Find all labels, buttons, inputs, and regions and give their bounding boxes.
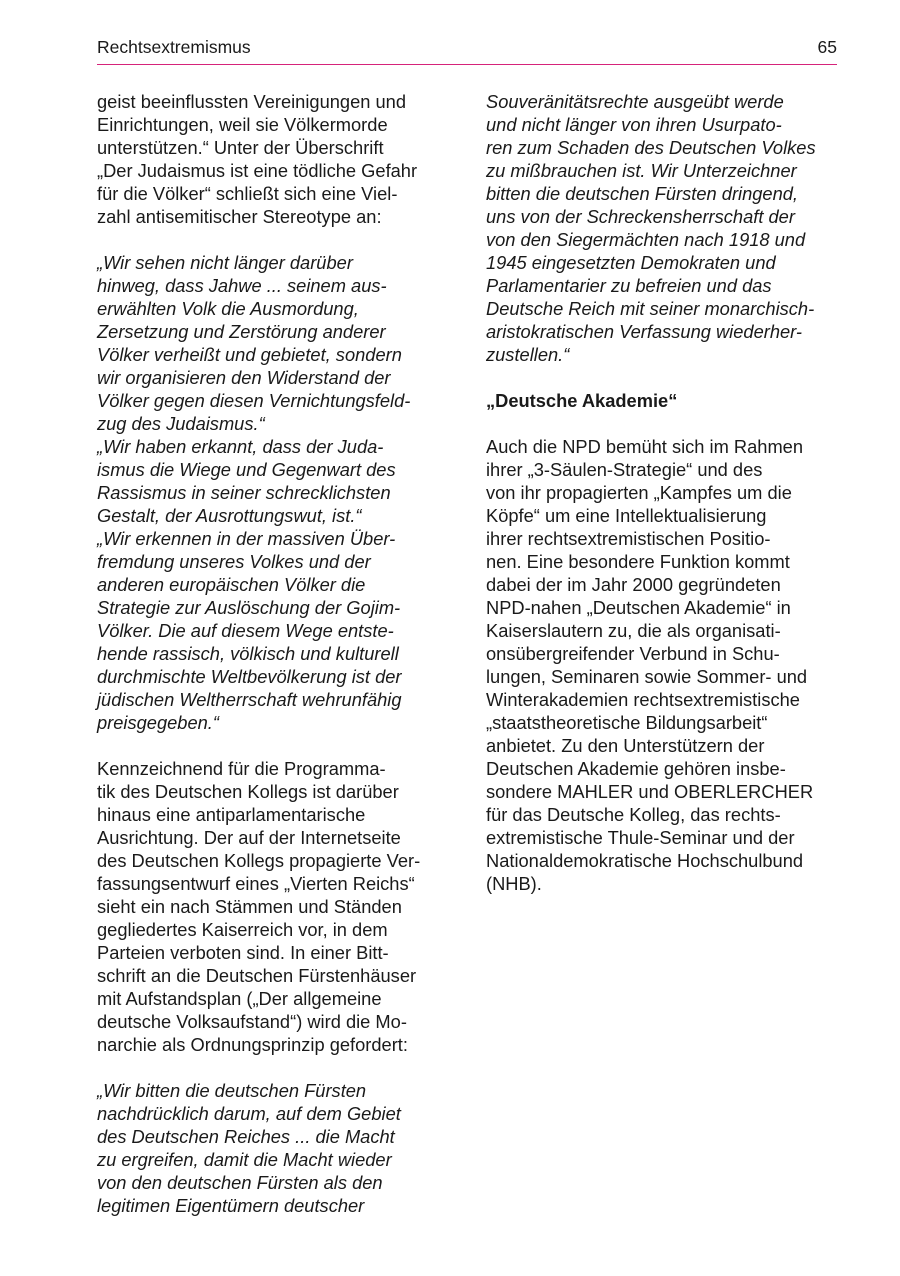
quote-line: durchmischte Weltbevölkerung ist der <box>97 666 402 687</box>
quote-line: „Wir sehen nicht länger darüber <box>97 252 353 273</box>
text-line: sieht ein nach Stämmen und Ständen <box>97 896 402 917</box>
text-line: Köpfe“ um eine Intellektualisierung <box>486 505 767 526</box>
text-line: extremistische Thule-Seminar und der <box>486 827 795 848</box>
text-line: mit Aufstandsplan („Der allgemeine <box>97 988 382 1009</box>
quote-line: ismus die Wiege und Gegenwart des <box>97 459 396 480</box>
quote-line: Souveränitätsrechte ausgeübt werde <box>486 91 784 112</box>
right-column <box>486 90 846 895</box>
quote-line: uns von der Schreckensherrschaft der <box>486 206 795 227</box>
paragraph <box>486 435 846 895</box>
text-line: dabei der im Jahr 2000 gegründeten <box>486 574 781 595</box>
text-line: Winterakademien rechtsextremistische <box>486 689 800 710</box>
quote-line: nachdrücklich darum, auf dem Gebiet <box>97 1103 401 1124</box>
quote-line: Strategie zur Auslöschung der Gojim- <box>97 597 401 618</box>
quote-line: und nicht länger von ihren Usurpato- <box>486 114 782 135</box>
quote-line: bitten die deutschen Fürsten dringend, <box>486 183 799 204</box>
text-line: fassungsentwurf eines „Vierten Reichs“ <box>97 873 415 894</box>
text-line: „Der Judaismus ist eine tödliche Gefahr <box>97 160 418 181</box>
text-line: deutsche Volksaufstand“) wird die Mo- <box>97 1011 407 1032</box>
quote-line: Parlamentarier zu befreien und das <box>486 275 772 296</box>
text-line: sondere MAHLER und OBERLERCHER <box>486 781 814 802</box>
quote-line: Völker. Die auf diesem Wege entste- <box>97 620 394 641</box>
quote-line: zu ergreifen, damit die Macht wieder <box>97 1149 392 1170</box>
text-line: tik des Deutschen Kollegs ist darüber <box>97 781 399 802</box>
quote-line: ren zum Schaden des Deutschen Volkes <box>486 137 816 158</box>
text-line: gegliedertes Kaiserreich vor, in dem <box>97 919 388 940</box>
text-line: Deutschen Akademie gehören insbe- <box>486 758 786 779</box>
text-line: ihrer „3-Säulen-Strategie“ und des <box>486 459 763 480</box>
quote-line: „Wir erkennen in der massiven Über- <box>97 528 396 549</box>
text-line: nen. Eine besondere Funktion kommt <box>486 551 790 572</box>
quote-line: hende rassisch, völkisch und kulturell <box>97 643 399 664</box>
quote-line: aristokratischen Verfassung wiederher- <box>486 321 803 342</box>
text-line: Einrichtungen, weil sie Völkermorde <box>97 114 388 135</box>
quote-line: Völker verheißt und gebietet, sondern <box>97 344 402 365</box>
text-line: geist beeinflussten Vereinigungen und <box>97 91 406 112</box>
quote-line: des Deutschen Reiches ... die Macht <box>97 1126 395 1147</box>
text-line: Kaiserslautern zu, die als organisati- <box>486 620 781 641</box>
quote-line: preisgegeben.“ <box>97 712 219 733</box>
running-title: Rechtsextremismus <box>97 37 251 57</box>
block-quote <box>97 1079 462 1217</box>
text-line: Kennzeichnend für die Programma- <box>97 758 386 779</box>
text-line: onsübergreifender Verbund in Schu- <box>486 643 780 664</box>
text-line: von ihr propagierten „Kampfes um die <box>486 482 792 503</box>
quote-line: fremdung unseres Volkes und der <box>97 551 371 572</box>
quote-line: wir organisieren den Widerstand der <box>97 367 391 388</box>
text-line: anbietet. Zu den Unterstützern der <box>486 735 765 756</box>
quote-line: von den deutschen Fürsten als den <box>97 1172 383 1193</box>
quote-line: legitimen Eigentümern deutscher <box>97 1195 365 1216</box>
text-line: hinaus eine antiparlamentarische <box>97 804 366 825</box>
text-line: (NHB). <box>486 873 542 894</box>
paragraph <box>97 90 462 228</box>
quote-line: 1945 eingesetzten Demokraten und <box>486 252 776 273</box>
quote-line: „Wir bitten die deutschen Fürsten <box>97 1080 367 1101</box>
text-line: für die Völker“ schließt sich eine Viel- <box>97 183 398 204</box>
block-quote <box>486 90 846 366</box>
quote-line: zu mißbrauchen ist. Wir Unterzeichner <box>486 160 797 181</box>
quote-line: hinweg, dass Jahwe ... seinem aus- <box>97 275 387 296</box>
quote-line: zug des Judaismus.“ <box>97 413 265 434</box>
text-line: Parteien verboten sind. In einer Bitt- <box>97 942 389 963</box>
left-column <box>97 90 462 1217</box>
text-line: zahl antisemitischer Stereotype an: <box>97 206 382 227</box>
block-quote <box>97 251 462 734</box>
text-line: unterstützen.“ Unter der Überschrift <box>97 137 384 158</box>
text-line: lungen, Seminaren sowie Sommer- und <box>486 666 808 687</box>
page-number: 65 <box>817 37 837 57</box>
quote-line: Völker gegen diesen Vernichtungsfeld- <box>97 390 411 411</box>
quote-line: zustellen.“ <box>486 344 570 365</box>
quote-line: Rassismus in seiner schrecklichsten <box>97 482 391 503</box>
text-line: schrift an die Deutschen Fürstenhäuser <box>97 965 417 986</box>
text-line: ihrer rechtsextremistischen Positio- <box>486 528 771 549</box>
text-line: Ausrichtung. Der auf der Internetseite <box>97 827 401 848</box>
text-line: für das Deutsche Kolleg, das rechts- <box>486 804 781 825</box>
text-line: Nationaldemokratische Hochschulbund <box>486 850 804 871</box>
section-heading: „Deutsche Akademie“ <box>486 390 678 411</box>
quote-line: Gestalt, der Ausrottungswut, ist.“ <box>97 505 362 526</box>
text-line: „staatstheoretische Bildungsarbeit“ <box>486 712 768 733</box>
quote-line: anderen europäischen Völker die <box>97 574 366 595</box>
text-line: narchie als Ordnungsprinzip gefordert: <box>97 1034 408 1055</box>
paragraph <box>97 757 462 1056</box>
running-header <box>97 36 837 65</box>
text-line: des Deutschen Kollegs propagierte Ver- <box>97 850 421 871</box>
quote-line: von den Siegermächten nach 1918 und <box>486 229 806 250</box>
quote-line: „Wir haben erkannt, dass der Juda- <box>97 436 384 457</box>
quote-line: Deutsche Reich mit seiner monarchisch- <box>486 298 815 319</box>
text-line: Auch die NPD bemüht sich im Rahmen <box>486 436 804 457</box>
text-line: NPD-nahen „Deutschen Akademie“ in <box>486 597 791 618</box>
quote-line: Zersetzung und Zerstörung anderer <box>97 321 386 342</box>
quote-line: erwählten Volk die Ausmordung, <box>97 298 359 319</box>
quote-line: jüdischen Weltherrschaft wehrunfähig <box>97 689 402 710</box>
